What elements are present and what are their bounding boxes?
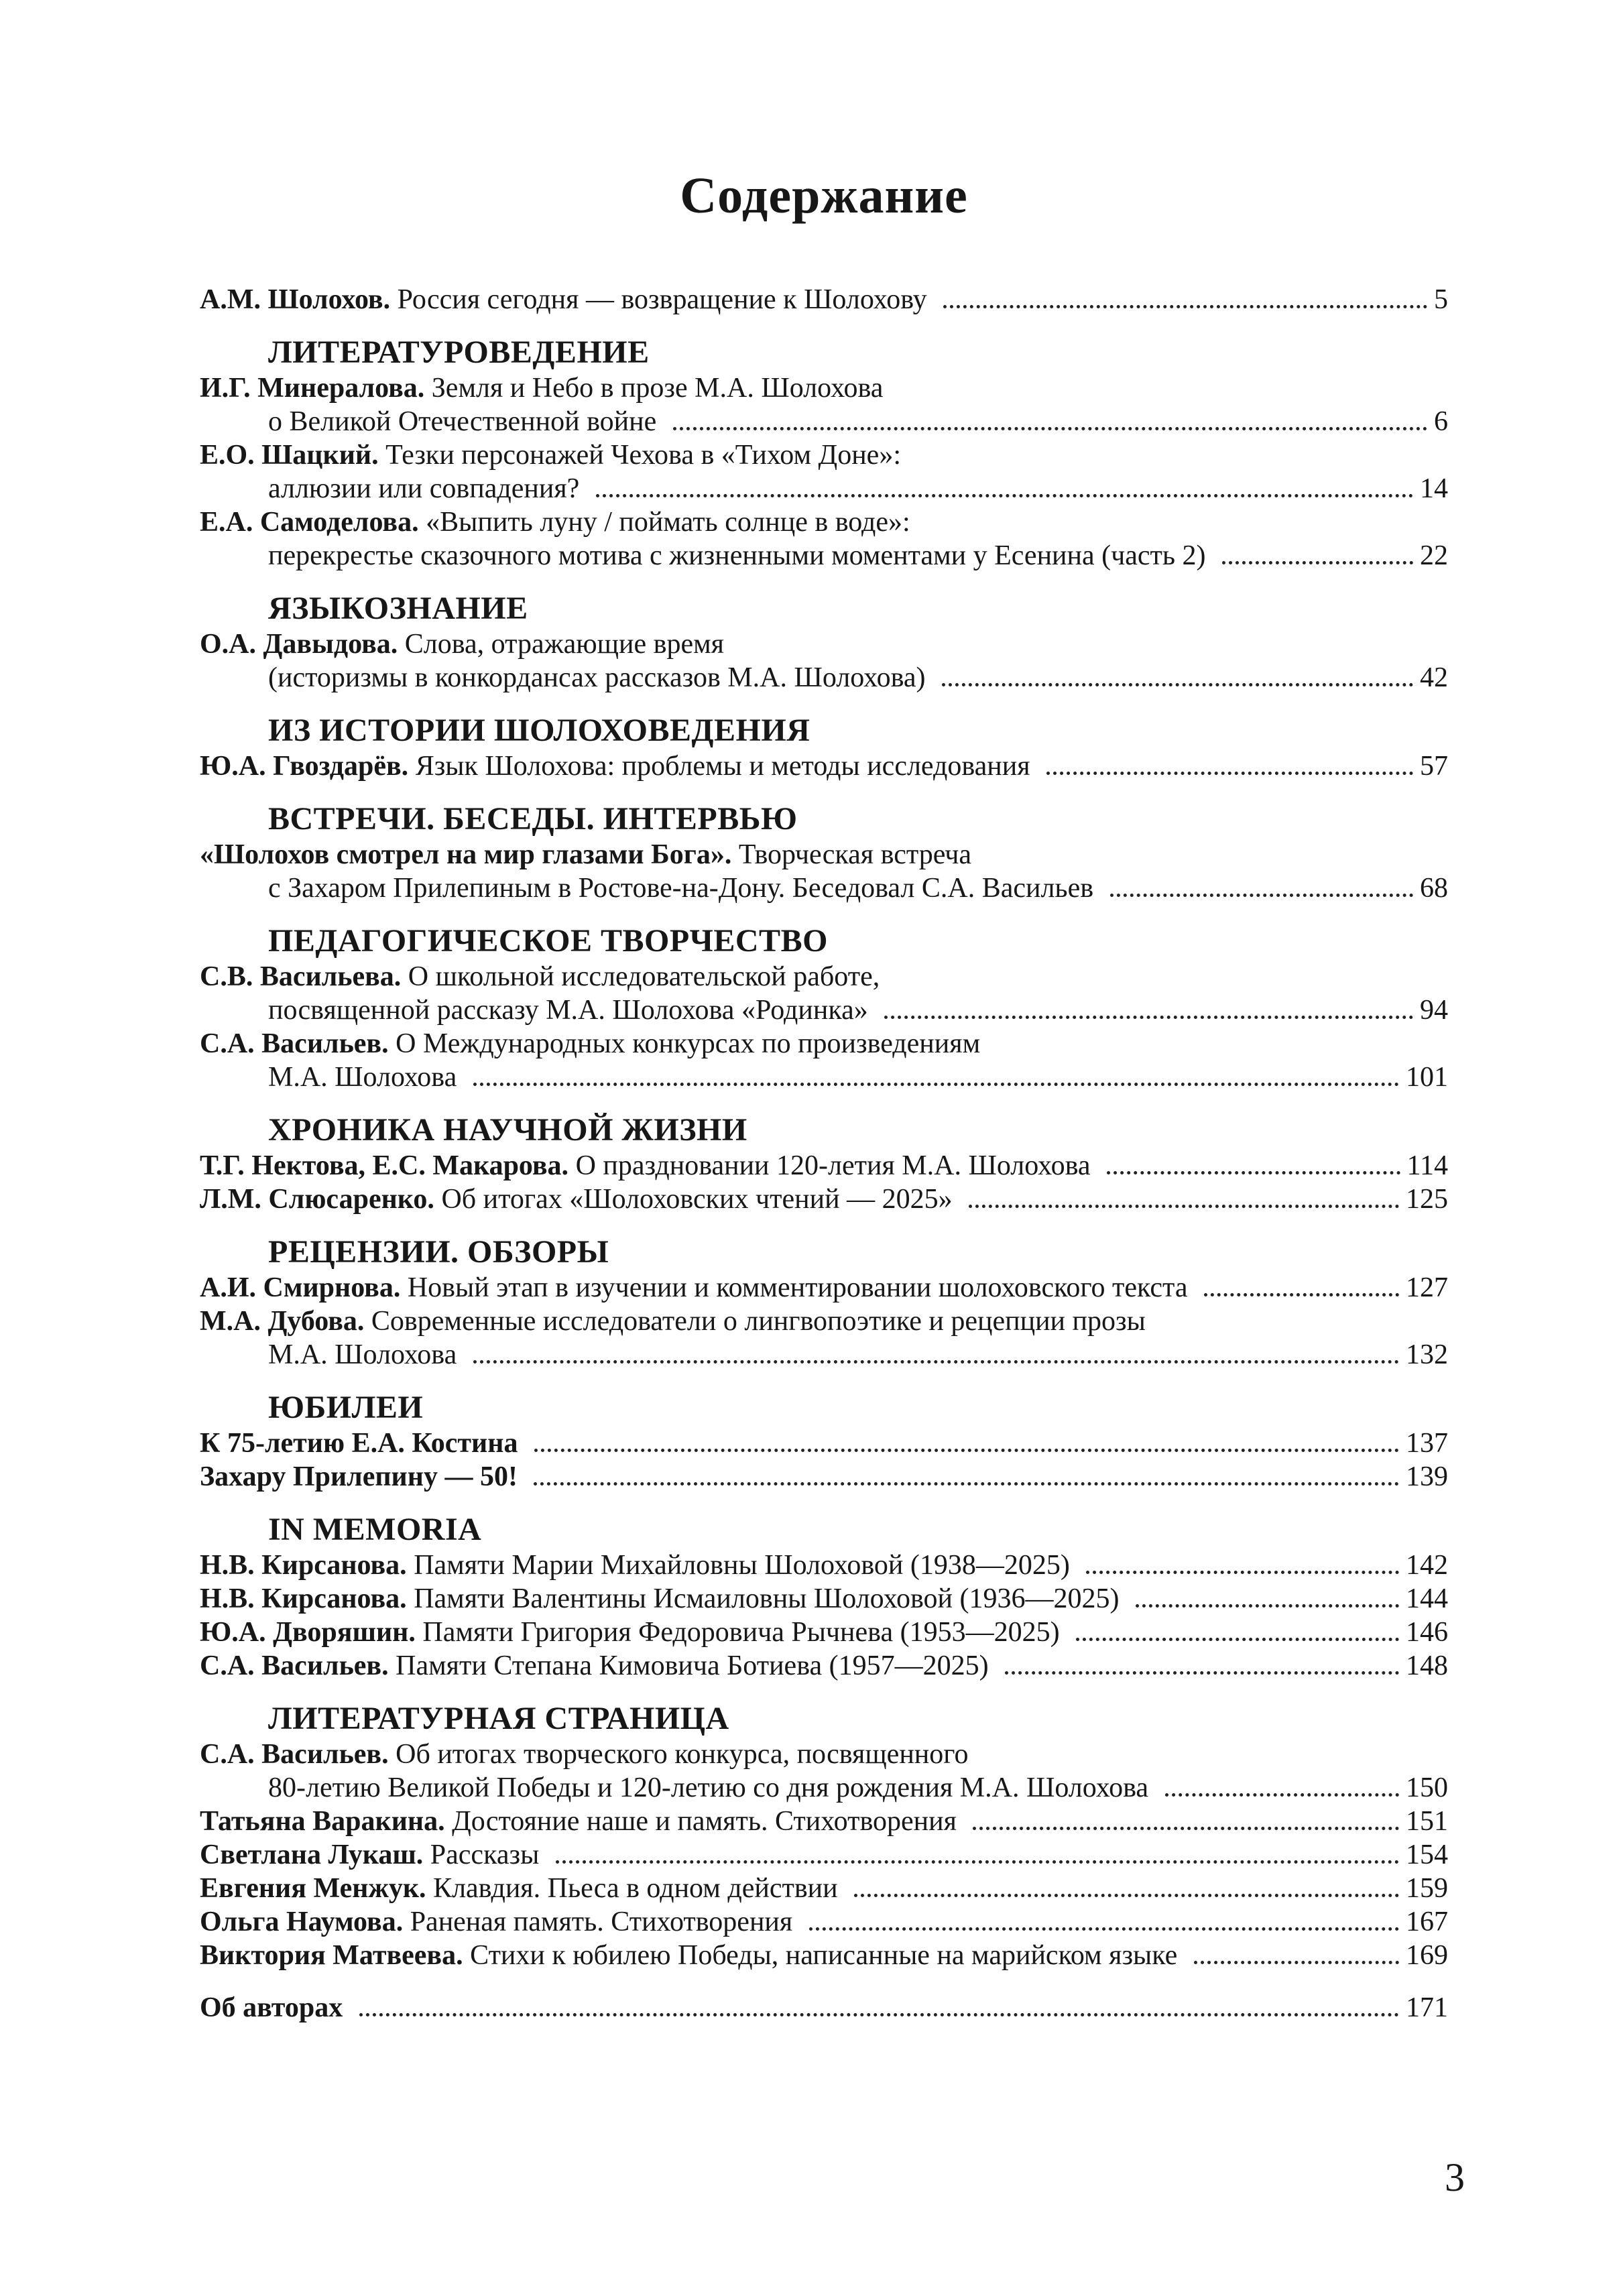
toc-entry-line xyxy=(200,1616,1448,1649)
entry-page-number: 114 xyxy=(1406,1150,1448,1181)
entry-title-text: Памяти Григория Федоровича Рычнева (1953—2025) xyxy=(415,1617,1067,1648)
dot-leader xyxy=(1194,1961,1399,1964)
entry-page-number: 68 xyxy=(1420,873,1448,904)
toc-entry-line xyxy=(200,1905,1448,1939)
entry-author: Н.В. Кирсанова. xyxy=(200,1583,407,1614)
entry-page-number: 5 xyxy=(1434,284,1448,315)
dot-leader xyxy=(673,427,1427,430)
toc-entry-line xyxy=(200,1805,1448,1838)
entry-author: С.В. Васильева. xyxy=(200,961,402,992)
dot-leader xyxy=(534,1482,1399,1486)
entry-page-number: 127 xyxy=(1406,1272,1448,1303)
toc-entry-line xyxy=(200,661,1448,694)
entry-title-text: «Выпить луну / поймать солнце в воде»: xyxy=(418,507,910,538)
toc-entry-line xyxy=(200,749,1448,783)
entry-text xyxy=(200,1905,800,1939)
entry-text xyxy=(200,1549,1077,1582)
entry-page-number: 159 xyxy=(1406,1873,1448,1904)
entry-page-number: 169 xyxy=(1406,1940,1448,1971)
dot-leader xyxy=(969,1205,1399,1208)
entry-page-number: 14 xyxy=(1420,473,1448,504)
entry-author: С.А. Васильев. xyxy=(200,1650,389,1681)
entry-author: Об авторах xyxy=(200,1992,350,2023)
entry-author: Ю.А. Гвоздарёв. xyxy=(200,751,409,782)
entry-title-text: с Захаром Прилепиным в Ростове-на-Дону. Беседовал С.А. Васильев xyxy=(268,873,1101,904)
entry-title-text: Творческая встреча xyxy=(731,839,972,870)
dot-leader xyxy=(1165,1793,1399,1797)
entry-page-number: 154 xyxy=(1406,1839,1448,1870)
entry-author: К 75-летию Е.А. Костина xyxy=(200,1428,525,1459)
entry-text xyxy=(200,1305,1146,1338)
entry-text xyxy=(200,749,1037,783)
entry-title-text: М.А. Шолохова xyxy=(268,1062,464,1093)
entry-author: О.А. Давыдова. xyxy=(200,629,398,660)
entry-page-number: 150 xyxy=(1406,1772,1448,1803)
toc-section-heading: ЛИТЕРАТУРНАЯ СТРАНИЦА xyxy=(268,1701,729,1736)
entry-title-text: Стихи к юбилею Победы, написанные на марийском языке xyxy=(463,1940,1185,1971)
toc-entry-line xyxy=(200,1838,1448,1872)
entry-page-number: 144 xyxy=(1406,1583,1448,1614)
dot-leader xyxy=(534,1449,1399,1452)
toc-entry-line xyxy=(200,993,1448,1027)
entry-title-text: Россия сегодня — возвращение к Шолохову xyxy=(390,284,935,315)
dot-leader xyxy=(1076,1638,1399,1641)
toc-list xyxy=(200,283,1448,2025)
toc-entry-line xyxy=(200,405,1448,438)
entry-page-number: 148 xyxy=(1406,1650,1448,1681)
entry-text xyxy=(200,1427,525,1460)
toc-entry-line xyxy=(200,627,1448,661)
entry-title-text: (историзмы в конкордансах рассказов М.А. Шолохова) xyxy=(268,662,933,693)
toc-entry-line xyxy=(200,1649,1448,1683)
entry-author: Л.М. Слюсаренко. xyxy=(200,1184,434,1215)
entry-title-text: 80-летию Великой Победы и 120-летию со дня рождения М.А. Шолохова xyxy=(268,1772,1156,1803)
entry-page-number: 142 xyxy=(1406,1550,1448,1581)
entry-title-text: Новый этап в изучении и комментировании шолоховского текста xyxy=(400,1272,1195,1303)
toc-section-heading: ПЕДАГОГИЧЕСКОЕ ТВОРЧЕСТВО xyxy=(268,923,828,959)
dot-leader xyxy=(1222,561,1413,564)
dot-leader xyxy=(1204,1293,1399,1296)
entry-title-text: Современные исследователи о лингвопоэтике и рецепции прозы xyxy=(364,1306,1146,1337)
entry-title-text: аллюзии или совпадения? xyxy=(268,473,587,504)
entry-text xyxy=(200,371,883,405)
entry-author: Т.Г. Нектова, Е.С. Макарова. xyxy=(200,1150,569,1181)
toc-entry-line xyxy=(200,1738,1448,1771)
toc-entry-line xyxy=(200,505,1448,539)
entry-author: Е.О. Шацкий. xyxy=(200,440,379,471)
entry-text xyxy=(268,1061,464,1094)
entry-page-number: 137 xyxy=(1406,1428,1448,1459)
toc-section-heading: ВСТРЕЧИ. БЕСЕДЫ. ИНТЕРВЬЮ xyxy=(268,801,798,837)
entry-text xyxy=(268,993,875,1027)
dot-leader xyxy=(942,683,1413,686)
entry-text xyxy=(268,405,664,438)
toc-section-heading: IN MEMORIA xyxy=(268,1512,482,1547)
entry-text xyxy=(200,1183,959,1216)
toc-entry-line xyxy=(200,1149,1448,1183)
entry-author: Захару Прилепину — 50! xyxy=(200,1461,525,1492)
dot-leader xyxy=(809,1927,1399,1931)
toc-entry-line xyxy=(200,1061,1448,1094)
entry-text xyxy=(200,1939,1185,1972)
toc-section-heading: ЛИТЕРАТУРОВЕДЕНИЕ xyxy=(268,335,650,370)
toc-section-heading: ИЗ ИСТОРИИ ШОЛОХОВЕДЕНИЯ xyxy=(268,713,810,748)
toc-entry-line xyxy=(200,1427,1448,1460)
toc-section-heading: ЮБИЛЕИ xyxy=(268,1390,424,1425)
toc-entry-line xyxy=(200,283,1448,316)
dot-leader xyxy=(854,1894,1399,1897)
dot-leader xyxy=(973,1827,1399,1830)
entry-title-text: Памяти Валентины Исмаиловны Шолоховой (1936—2025) xyxy=(406,1583,1127,1614)
toc-entry-line xyxy=(200,1872,1448,1905)
toc-entry-line xyxy=(200,1183,1448,1216)
toc-entry-line xyxy=(200,539,1448,572)
entry-text xyxy=(200,1149,1097,1183)
entry-title-text: Рассказы xyxy=(423,1839,546,1870)
page-folio-number: 3 xyxy=(1445,2155,1465,2199)
entry-text xyxy=(200,1649,996,1683)
entry-author: Ольга Наумова. xyxy=(200,1907,404,1937)
entry-page-number: 151 xyxy=(1406,1806,1448,1837)
entry-author: И.Г. Минералова. xyxy=(200,373,425,404)
entry-author: Ю.А. Дворяшин. xyxy=(200,1617,416,1648)
entry-text xyxy=(268,1338,464,1372)
entry-title-text: Памяти Степана Кимовича Ботиева (1957—2025) xyxy=(388,1650,996,1681)
entry-page-number: 167 xyxy=(1406,1907,1448,1937)
entry-text xyxy=(200,627,724,661)
entry-text xyxy=(200,438,901,472)
dot-leader xyxy=(1005,1671,1399,1675)
toc-entry-line xyxy=(200,1549,1448,1582)
entry-title-text: О школьной исследовательской работе, xyxy=(401,961,880,992)
toc-entry-line xyxy=(200,438,1448,472)
entry-page-number: 101 xyxy=(1406,1062,1448,1093)
entry-author: Светлана Лукаш. xyxy=(200,1839,424,1870)
toc-entry-line xyxy=(200,472,1448,505)
entry-text xyxy=(268,1771,1156,1805)
dot-leader xyxy=(359,2013,1399,2016)
dot-leader xyxy=(1107,1171,1400,1174)
entry-author: Н.В. Кирсанова. xyxy=(200,1550,407,1581)
entry-author: С.А. Васильев. xyxy=(200,1739,389,1770)
entry-title-text: посвященной рассказу М.А. Шолохова «Родинка» xyxy=(268,995,876,1026)
entry-author: Евгения Менжук. xyxy=(200,1873,426,1904)
toc-entry-line xyxy=(200,1338,1448,1372)
entry-author: А.И. Смирнова. xyxy=(200,1272,401,1303)
entry-title-text: Язык Шолохова: проблемы и методы исследования xyxy=(408,751,1038,782)
entry-text xyxy=(200,1738,968,1771)
entry-text xyxy=(200,838,971,871)
dot-leader xyxy=(473,1083,1399,1086)
entry-title-text: О праздновании 120-летия М.А. Шолохова xyxy=(568,1150,1097,1181)
toc-entry-line xyxy=(200,838,1448,871)
entry-author: Е.А. Самоделова. xyxy=(200,507,419,538)
entry-text xyxy=(200,1582,1126,1616)
entry-title-text: Клавдия. Пьеса в одном действии xyxy=(426,1873,845,1904)
entry-author: С.А. Васильев. xyxy=(200,1028,389,1059)
entry-text xyxy=(200,1616,1067,1649)
dot-leader xyxy=(1110,894,1413,897)
entry-text xyxy=(200,960,880,993)
dot-leader xyxy=(1086,1571,1399,1574)
toc-entry-line xyxy=(200,371,1448,405)
entry-text xyxy=(200,505,910,539)
entry-page-number: 42 xyxy=(1420,662,1448,693)
toc-entry-line xyxy=(200,1771,1448,1805)
entry-text xyxy=(200,1991,350,2025)
entry-text xyxy=(200,1271,1195,1305)
entry-title-text: М.А. Шолохова xyxy=(268,1339,464,1370)
page-title: Содержание xyxy=(680,168,968,224)
entry-title-text: О Международных конкурсах по произведениям xyxy=(388,1028,981,1059)
entry-text xyxy=(200,1460,524,1494)
entry-page-number: 125 xyxy=(1406,1184,1448,1215)
entry-page-number: 22 xyxy=(1420,540,1448,571)
toc-entry-line xyxy=(200,1939,1448,1972)
entry-text xyxy=(268,661,933,694)
toc-entry-line xyxy=(200,1460,1448,1494)
dot-leader xyxy=(1136,1604,1399,1608)
entry-author: М.А. Дубова. xyxy=(200,1306,365,1337)
dot-leader xyxy=(473,1360,1399,1364)
dot-leader xyxy=(884,1016,1413,1019)
entry-text xyxy=(200,1872,845,1905)
toc-entry-line xyxy=(200,1027,1448,1061)
entry-title-text: Об итогах «Шолоховских чтений — 2025» xyxy=(434,1184,960,1215)
entry-author: Татьяна Варакина. xyxy=(200,1806,445,1837)
entry-title-text: Об итогах творческого конкурса, посвященного xyxy=(388,1739,969,1770)
entry-title-text: Слова, отражающие время xyxy=(398,629,724,660)
entry-author: А.М. Шолохов. xyxy=(200,284,391,315)
entry-page-number: 171 xyxy=(1406,1992,1448,2023)
toc-entry-line xyxy=(200,871,1448,905)
entry-title-text: Земля и Небо в прозе М.А. Шолохова xyxy=(424,373,884,404)
toc-entry-line xyxy=(200,960,1448,993)
dot-leader xyxy=(1046,772,1413,775)
entry-text xyxy=(200,1838,546,1872)
entry-author: «Шолохов смотрел на мир глазами Бога». xyxy=(200,839,732,870)
dot-leader xyxy=(596,494,1413,497)
entry-text xyxy=(268,472,587,505)
toc-entry-line xyxy=(200,1305,1448,1338)
dot-leader xyxy=(943,305,1427,308)
entry-title-text: Тезки персонажей Чехова в «Тихом Доне»: xyxy=(378,440,901,471)
entry-title-text: о Великой Отечественной войне xyxy=(268,406,664,437)
entry-page-number: 132 xyxy=(1406,1339,1448,1370)
entry-page-number: 57 xyxy=(1420,751,1448,782)
entry-title-text: Памяти Марии Михайловны Шолоховой (1938—2025) xyxy=(406,1550,1077,1581)
entry-text xyxy=(268,539,1213,572)
entry-page-number: 146 xyxy=(1406,1617,1448,1648)
entry-page-number: 94 xyxy=(1420,995,1448,1026)
entry-page-number: 139 xyxy=(1406,1461,1448,1492)
entry-page-number: 6 xyxy=(1434,406,1448,437)
entry-title-text: перекрестье сказочного мотива с жизненными моментами у Есенина (часть 2) xyxy=(268,540,1213,571)
toc-entry-line xyxy=(200,1582,1448,1616)
toc-section-heading: РЕЦЕНЗИИ. ОБЗОРЫ xyxy=(268,1234,609,1270)
toc-section-heading: ХРОНИКА НАУЧНОЙ ЖИЗНИ xyxy=(268,1112,747,1148)
dot-leader xyxy=(556,1860,1399,1864)
toc-entry-line xyxy=(200,1991,1448,2025)
entry-text xyxy=(200,1805,963,1838)
entry-title-text: Достояние наше и память. Стихотворения xyxy=(444,1806,964,1837)
toc-section-heading: ЯЗЫКОЗНАНИЕ xyxy=(268,591,528,626)
entry-author: Виктория Матвеева. xyxy=(200,1940,463,1971)
toc-entry-line xyxy=(200,1271,1448,1305)
entry-title-text: Раненая память. Стихотворения xyxy=(403,1907,800,1937)
entry-text xyxy=(200,1027,980,1061)
entry-text xyxy=(268,871,1101,905)
entry-text xyxy=(200,283,934,316)
